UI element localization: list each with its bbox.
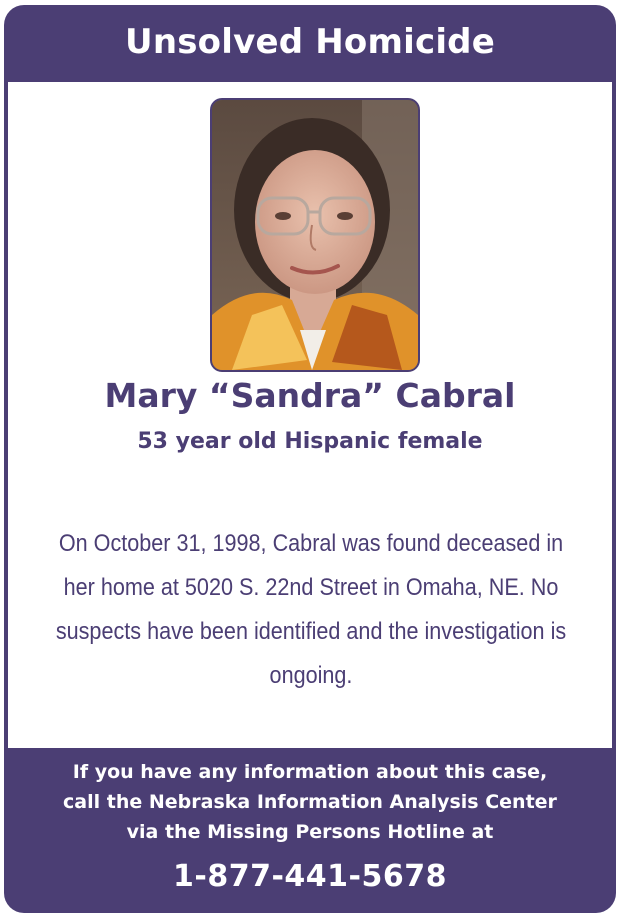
- case-details: On October 31, 1998, Cabral was found deceased in her home at 5020 S. 22nd Street in Omaha, NE. No suspects have been identified and the investigation is ongoing.: [55, 530, 567, 689]
- victim-name: Mary “Sandra” Cabral: [104, 376, 516, 415]
- footer-line-1: If you have any information about this case,: [72, 761, 548, 783]
- card-title: Unsolved Homicide: [125, 22, 495, 62]
- hotline-number: 1-877-441-5678: [173, 859, 447, 894]
- footer-line-2: call the Nebraska Information Analysis Center: [63, 791, 557, 813]
- content-panel: [8, 82, 612, 748]
- portrait-image: [212, 100, 418, 370]
- footer-line-3: via the Missing Persons Hotline at: [126, 821, 494, 843]
- victim-description: 53 year old Hispanic female: [137, 429, 483, 454]
- victim-photo: [210, 98, 420, 372]
- homicide-card: [4, 5, 616, 913]
- contact-footer: [4, 751, 616, 897]
